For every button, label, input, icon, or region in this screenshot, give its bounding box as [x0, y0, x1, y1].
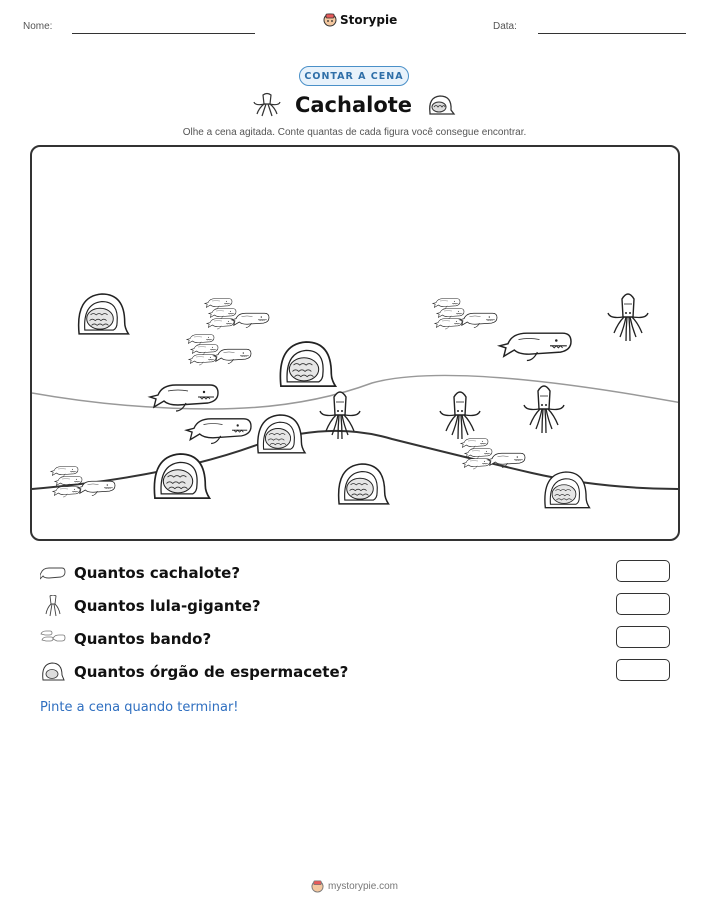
name-label: Nome:	[23, 21, 53, 32]
question-row-squid	[40, 593, 670, 619]
date-line[interactable]	[538, 33, 686, 34]
giant-squid-icon	[40, 595, 66, 617]
squid-1	[608, 294, 648, 341]
name-line[interactable]	[72, 33, 255, 34]
instructions: Olhe a cena agitada. Conte quantas de cada figura você consegue encontrar.	[182, 127, 527, 138]
footer-url[interactable]: mystorypie.com	[327, 881, 398, 892]
answer-box-squid[interactable]	[616, 593, 670, 615]
answer-box-pod[interactable]	[616, 626, 670, 648]
title-row	[0, 92, 709, 118]
organ-6	[545, 472, 590, 508]
organ-5	[339, 464, 389, 504]
pod-2	[187, 335, 251, 365]
question-text: Quantos cachalote?	[74, 564, 241, 582]
organ-1	[79, 294, 129, 334]
brand-name: Storypie	[340, 13, 398, 27]
question-row-pod	[40, 626, 670, 652]
activity-badge: CONTAR A CENA	[299, 66, 409, 86]
organ-3	[258, 415, 305, 453]
pod-4	[51, 467, 115, 497]
brand-logo	[323, 13, 397, 27]
mascot-icon	[311, 880, 324, 893]
question-row-whale	[40, 560, 670, 586]
answer-box-whale[interactable]	[616, 560, 670, 582]
organ-2	[280, 342, 335, 386]
coloring-note: Pinte a cena quando terminar!	[40, 700, 239, 715]
question-text: Quantos órgão de espermacete?	[74, 663, 349, 681]
spermaceti-organ-icon	[426, 93, 456, 117]
giant-squid-icon	[253, 92, 281, 118]
counting-scene[interactable]	[30, 145, 680, 541]
squid-4	[524, 386, 564, 433]
answer-box-organ[interactable]	[616, 659, 670, 681]
whale-2	[186, 419, 251, 444]
question-text: Quantos bando?	[74, 630, 212, 648]
footer	[0, 880, 709, 893]
sperm-whale-icon	[40, 562, 66, 584]
page-title: Cachalote	[294, 93, 413, 117]
question-text: Quantos lula-gigante?	[74, 597, 261, 615]
scene-illustration	[32, 147, 680, 541]
pod-3	[433, 299, 497, 329]
whale-pod-icon	[40, 628, 66, 650]
whale-3	[500, 333, 571, 360]
pod-1	[205, 299, 269, 329]
water-line-upper	[32, 375, 680, 409]
spermaceti-organ-icon	[40, 661, 66, 683]
squid-3	[440, 392, 480, 439]
date-label: Data:	[493, 21, 517, 32]
organ-4	[154, 454, 209, 498]
question-row-organ	[40, 659, 670, 685]
mascot-icon	[323, 13, 337, 27]
